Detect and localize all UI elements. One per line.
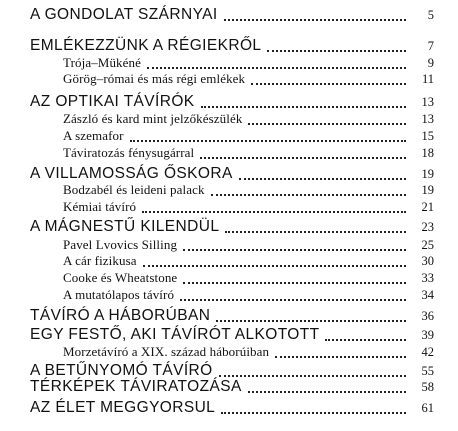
- toc-entry: [0, 377, 458, 397]
- dot-leader: [275, 356, 406, 358]
- dot-leader: [180, 299, 406, 301]
- dot-leader: [143, 265, 406, 267]
- page-number: 55: [421, 364, 434, 378]
- page-number: 15: [421, 129, 434, 143]
- dot-leader: [248, 391, 406, 393]
- chapter-title: EMLÉKEZZÜNK A RÉGIEKRŐL: [30, 37, 262, 54]
- page-number: 5: [427, 8, 434, 22]
- section-title: Táviratozás fénysugárral: [63, 145, 195, 160]
- section-title: Trója–Mükéné: [63, 55, 141, 70]
- chapter-title: EGY FESTŐ, AKI TÁVÍRÓT ALKOTOTT: [30, 326, 320, 343]
- toc-entry: [0, 197, 458, 217]
- dot-leader: [200, 157, 406, 159]
- chapter-title: A BETŰNYOMÓ TÁVÍRÓ: [30, 362, 213, 379]
- chapter-title: A VILLAMOSSÁG ŐSKORA: [30, 165, 233, 182]
- dot-leader: [130, 140, 406, 142]
- section-title: A mutatólapos távíró: [63, 287, 175, 302]
- page-number: 34: [421, 288, 434, 302]
- section-title: Morzetávíró a XIX. század háborúiban: [63, 344, 270, 359]
- page-number: 42: [421, 345, 434, 359]
- toc-entry: [0, 285, 458, 305]
- page-number: 30: [421, 254, 434, 268]
- dot-leader: [142, 211, 406, 213]
- toc-entry: [0, 5, 458, 25]
- chapter-title: A GONDOLAT SZÁRNYAI: [30, 6, 218, 23]
- page-number: 36: [421, 309, 434, 323]
- section-title: A cár fizikusa: [63, 253, 137, 268]
- chapter-title: AZ ÉLET MEGGYORSUL: [30, 399, 216, 416]
- page-number: 7: [427, 39, 434, 53]
- dot-leader: [216, 320, 406, 322]
- page-number: 21: [421, 200, 434, 214]
- dot-leader: [248, 123, 406, 125]
- page-number: 9: [427, 56, 434, 70]
- dot-leader: [224, 19, 406, 21]
- dot-leader: [325, 339, 406, 341]
- page-number: 33: [421, 271, 434, 285]
- page-number: 19: [421, 183, 434, 197]
- chapter-title: TÉRKÉPEK TÁVIRATOZÁSA: [30, 378, 242, 395]
- chapter-title: TÁVÍRÓ A HÁBORÚBAN: [30, 307, 211, 324]
- page-number: 39: [421, 328, 434, 342]
- page-number: 61: [421, 401, 434, 415]
- chapter-title: AZ OPTIKAI TÁVÍRÓK: [30, 93, 195, 110]
- dot-leader: [183, 282, 406, 284]
- page-number: 11: [421, 72, 434, 86]
- page-number: 13: [421, 95, 434, 109]
- dot-leader: [251, 83, 406, 85]
- toc-entry: [0, 398, 458, 418]
- page-number: 25: [421, 238, 434, 252]
- page-number: 19: [421, 167, 434, 181]
- chapter-title: A MÁGNESTŰ KILENDÜL: [30, 218, 220, 235]
- toc-entry: [0, 306, 458, 326]
- section-title: Kémiai távíró: [63, 199, 137, 214]
- dot-leader: [267, 50, 406, 52]
- toc-entry: [0, 342, 458, 362]
- dot-leader: [221, 412, 406, 414]
- dot-leader: [225, 231, 406, 233]
- section-title: Zászló és kard mint jelzőkészülék: [63, 111, 243, 126]
- section-title: Pavel Lvovics Silling: [63, 237, 178, 252]
- page-number: 58: [421, 380, 434, 394]
- page-number: 13: [421, 112, 434, 126]
- page-number: 18: [421, 146, 434, 160]
- section-title: Cooke és Wheatstone: [63, 270, 178, 285]
- section-title: A szemafor: [63, 128, 124, 143]
- dot-leader: [211, 194, 406, 196]
- section-title: Görög–római és más régi emlékek: [63, 71, 246, 86]
- section-title: Bodzabél és leideni palack: [63, 182, 205, 197]
- toc-entry: [0, 217, 458, 237]
- dot-leader: [201, 106, 406, 108]
- toc-entry: [0, 143, 458, 163]
- page-number: 23: [421, 220, 434, 234]
- toc-entry: [0, 69, 458, 89]
